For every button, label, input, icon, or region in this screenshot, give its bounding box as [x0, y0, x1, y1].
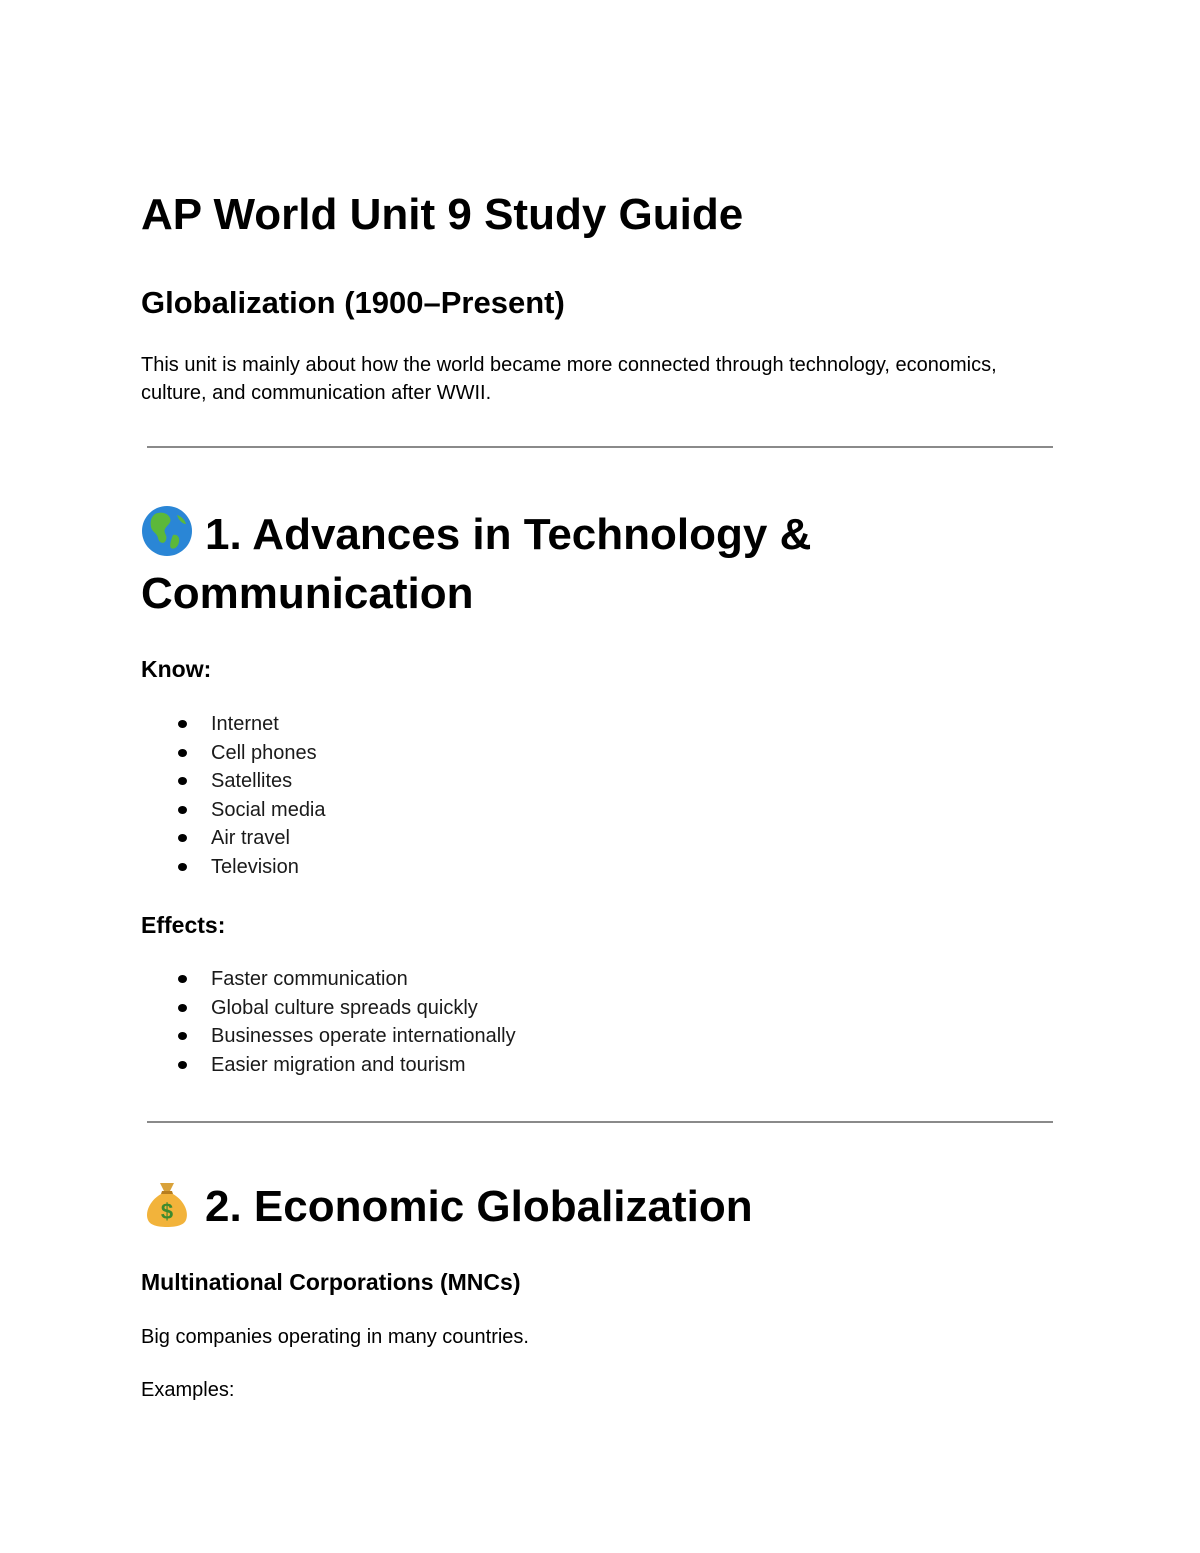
money-bag-icon	[141, 1177, 193, 1229]
section-2-heading	[141, 1177, 1061, 1236]
effects-label: Effects:	[141, 912, 226, 938]
section-1-heading-text: 1. Advances in Technology & Communication	[141, 510, 812, 618]
list-item: Faster communication	[177, 965, 516, 994]
bullet	[178, 1032, 187, 1040]
document-subtitle: Globalization (1900–Present)	[141, 285, 565, 320]
bullet	[178, 720, 187, 728]
list-item: Global culture spreads quickly	[177, 994, 516, 1023]
section-1-heading	[141, 505, 1061, 623]
mnc-description: Big companies operating in many countries.	[141, 1326, 529, 1348]
bullet	[178, 863, 187, 871]
bullet	[178, 834, 187, 842]
bullet	[178, 1061, 187, 1069]
section-2-heading-text: 2. Economic Globalization	[205, 1182, 753, 1231]
section-divider	[147, 446, 1053, 448]
list-item: Businesses operate internationally	[177, 1022, 516, 1051]
list-item: Television	[177, 853, 326, 882]
section-divider	[147, 1121, 1053, 1123]
examples-label: Examples:	[141, 1379, 235, 1401]
mnc-subheading: Multinational Corporations (MNCs)	[141, 1269, 521, 1295]
list-item: Easier migration and tourism	[177, 1051, 516, 1080]
list-item: Air travel	[177, 824, 326, 853]
list-item: Cell phones	[177, 739, 326, 768]
intro-paragraph: This unit is mainly about how the world became more connected through technology, economics, culture, and communication after WWII.	[141, 354, 997, 404]
bullet	[178, 749, 187, 757]
effects-list	[177, 965, 516, 1079]
globe-americas-icon	[141, 505, 193, 557]
list-item: Social media	[177, 796, 326, 825]
know-label: Know:	[141, 656, 212, 682]
bullet	[178, 1004, 187, 1012]
bullet	[178, 975, 187, 983]
bullet	[178, 777, 187, 785]
know-list	[177, 710, 326, 882]
document-title: AP World Unit 9 Study Guide	[141, 190, 744, 239]
bullet	[178, 806, 187, 814]
list-item: Satellites	[177, 767, 326, 796]
svg-text:$: $	[160, 1199, 174, 1224]
list-item: Internet	[177, 710, 326, 739]
